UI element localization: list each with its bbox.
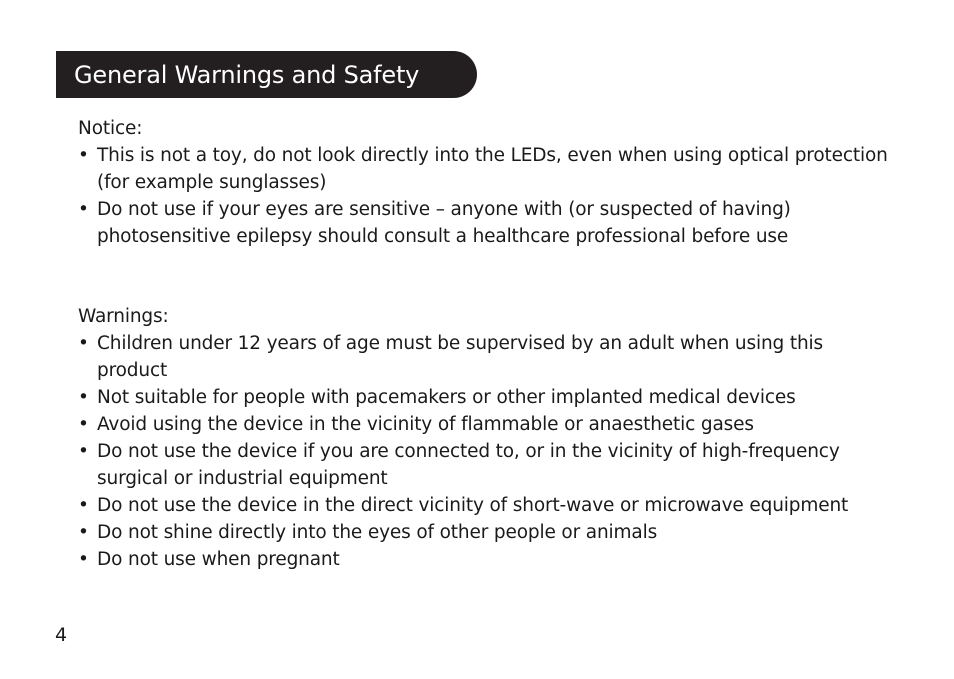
- warning-item-text: Not suitable for people with pacemakers or other implanted medical devices: [97, 387, 796, 408]
- warnings-list: [78, 330, 898, 573]
- notice-label: Notice:: [78, 118, 143, 139]
- warning-item-text: Do not use the device if you are connected to, or in the vicinity of high-frequency surgical or industrial equipment: [97, 441, 840, 489]
- bullet-icon: •: [78, 441, 89, 462]
- bullet-icon: •: [78, 414, 89, 435]
- warning-item-text: Do not use the device in the direct vicinity of short-wave or microwave equipment: [97, 495, 849, 516]
- section-header-bar: [56, 51, 477, 98]
- bullet-icon: •: [78, 495, 89, 516]
- warning-item-text: Do not use when pregnant: [97, 549, 340, 570]
- notice-item: [78, 142, 898, 196]
- notice-item-text: This is not a toy, do not look directly into the LEDs, even when using optical protection (for example sunglasses): [97, 145, 888, 193]
- warnings-section: [78, 303, 898, 573]
- page-number: 4: [55, 624, 68, 646]
- bullet-icon: •: [78, 333, 89, 354]
- notice-list: [78, 142, 898, 250]
- bullet-icon: •: [78, 199, 89, 220]
- notice-item: [78, 196, 898, 250]
- warnings-label: Warnings:: [78, 306, 169, 327]
- bullet-icon: •: [78, 145, 89, 166]
- warning-item: [78, 330, 898, 384]
- notice-section: [78, 115, 898, 250]
- bullet-icon: •: [78, 522, 89, 543]
- warning-item: [78, 438, 898, 492]
- section-title: General Warnings and Safety: [74, 60, 420, 89]
- notice-item-text: Do not use if your eyes are sensitive – anyone with (or suspected of having) photosensitive epilepsy should consult a healthcare professional before use: [97, 199, 791, 247]
- bullet-icon: •: [78, 549, 89, 570]
- warning-item: [78, 492, 898, 519]
- warning-item-text: Avoid using the device in the vicinity of flammable or anaesthetic gases: [97, 414, 754, 435]
- warning-item-text: Do not shine directly into the eyes of other people or animals: [97, 522, 658, 543]
- warning-item: [78, 411, 898, 438]
- warning-item: [78, 384, 898, 411]
- bullet-icon: •: [78, 387, 89, 408]
- warning-item-text: Children under 12 years of age must be supervised by an adult when using this product: [97, 333, 824, 381]
- warning-item: [78, 519, 898, 546]
- warning-item: [78, 546, 898, 573]
